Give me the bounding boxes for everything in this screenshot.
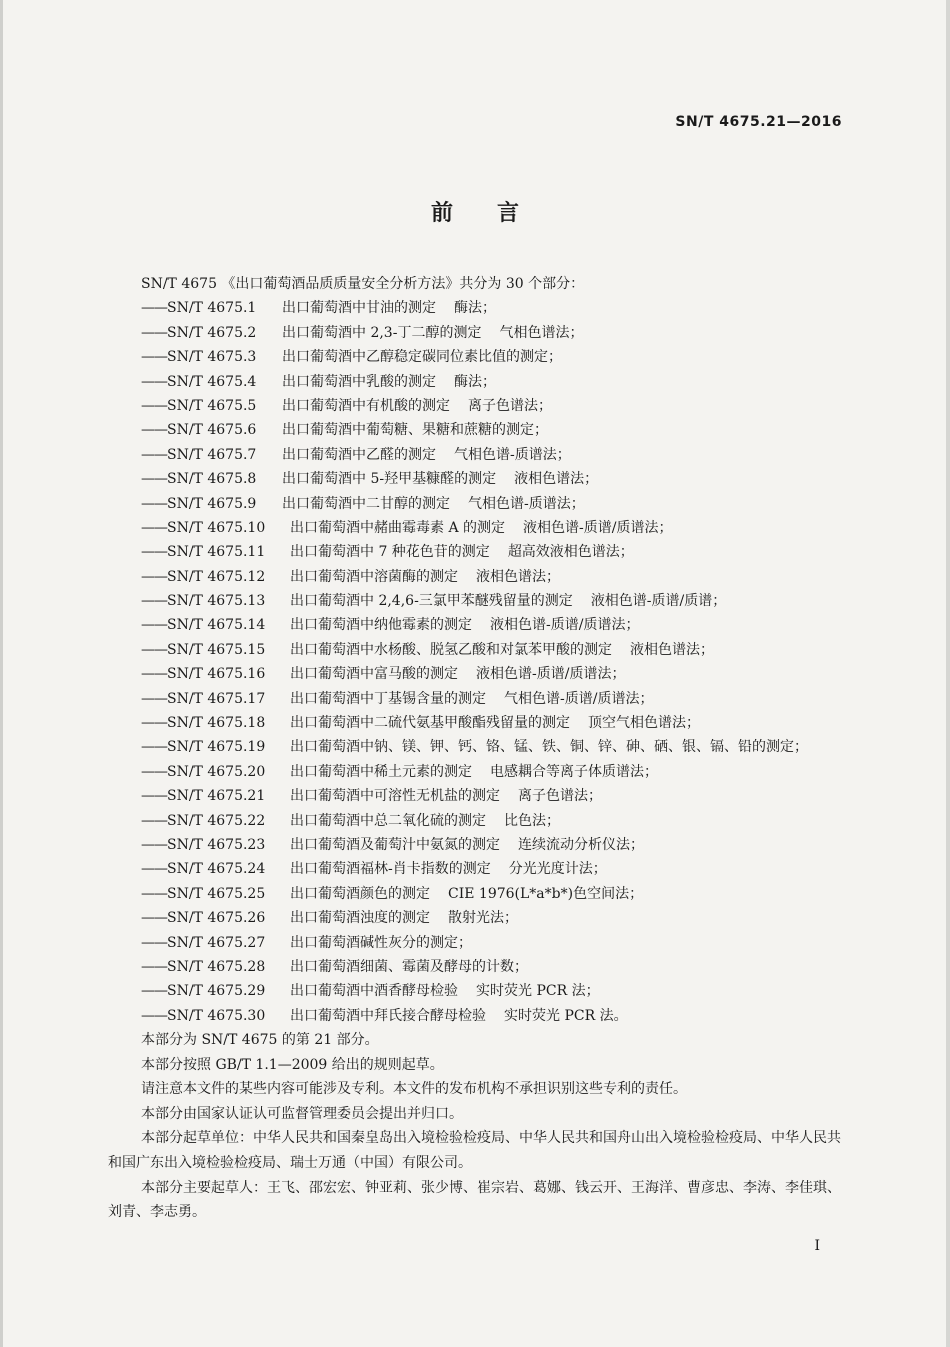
list-item <box>108 321 848 345</box>
part-method: 液相色谱-质谱/质谱法； <box>523 519 673 536</box>
part-name: 出口葡萄酒颜色的测定 <box>290 885 430 902</box>
part-name: 出口葡萄酒及葡萄汁中氨氮的测定 <box>290 836 500 853</box>
part-name: 出口葡萄酒中稀土元素的测定 <box>290 763 472 780</box>
part-method: 气相色谱法； <box>499 324 584 341</box>
part-code: SN/T 4675.6 <box>167 422 257 439</box>
part-code: SN/T 4675.25 <box>167 885 266 902</box>
list-item <box>108 370 848 394</box>
part-name: 出口葡萄酒中乙醛的测定 <box>282 446 436 463</box>
part-name: 出口葡萄酒中二硫代氨基甲酸酯残留量的测定 <box>290 715 570 732</box>
list-dash: —— <box>141 934 167 951</box>
list-dash: —— <box>141 324 167 341</box>
list-item <box>108 809 848 833</box>
paragraph-drafters: 本部分主要起草人：王飞、邵宏宏、钟亚莉、张少博、崔宗岩、葛娜、钱云开、王海洋、曹彦忠、李涛、李佳琪、刘青、李志勇。 <box>108 1179 841 1221</box>
part-name: 出口葡萄酒中乙醇稳定碳同位素比值的测定； <box>282 349 562 366</box>
part-code: SN/T 4675.27 <box>167 934 266 951</box>
part-method: 实时荧光 PCR 法。 <box>504 1007 628 1024</box>
list-dash: —— <box>141 812 167 829</box>
list-dash: —— <box>141 763 167 780</box>
list-item <box>108 589 848 613</box>
part-method: 液相色谱法； <box>630 641 714 658</box>
intro-line: SN/T 4675 《出口葡萄酒品质质量安全分析方法》共分为 30 个部分： <box>141 276 585 292</box>
part-method: 气相色谱-质谱法； <box>468 495 585 512</box>
part-name: 出口葡萄酒中葡萄糖、果糖和蔗糖的测定； <box>282 422 548 439</box>
part-name: 出口葡萄酒中有机酸的测定 <box>282 397 450 414</box>
list-dash: —— <box>141 861 167 878</box>
list-dash: —— <box>141 349 167 366</box>
paragraph-drafting-rules: 本部分按照 GB/T 1.1—2009 给出的规则起草。 <box>141 1056 444 1073</box>
list-item <box>108 418 848 442</box>
part-name: 出口葡萄酒中二甘醇的测定 <box>282 495 450 512</box>
part-name: 出口葡萄酒中富马酸的测定 <box>290 666 458 683</box>
page-number: I <box>814 1238 820 1254</box>
part-code: SN/T 4675.13 <box>167 593 266 610</box>
part-code: SN/T 4675.2 <box>167 324 257 341</box>
list-item <box>108 955 848 979</box>
part-name: 出口葡萄酒中 7 种花色苷的测定 <box>290 544 490 561</box>
part-name: 出口葡萄酒中水杨酸、脱氢乙酸和对氯苯甲酸的测定 <box>290 641 612 658</box>
part-code: SN/T 4675.16 <box>167 666 266 683</box>
list-item <box>108 467 848 491</box>
part-code: SN/T 4675.19 <box>167 739 266 756</box>
list-dash: —— <box>141 885 167 902</box>
part-code: SN/T 4675.7 <box>167 446 257 463</box>
part-method: 散射光法； <box>448 910 518 927</box>
part-method: CIE 1976(L*a*b*)色空间法； <box>448 885 644 902</box>
list-dash: —— <box>141 983 167 1000</box>
list-dash: —— <box>141 446 167 463</box>
part-method: 酶法； <box>454 300 496 317</box>
list-item <box>108 492 848 516</box>
part-name: 出口葡萄酒碱性灰分的测定； <box>290 934 472 951</box>
part-code: SN/T 4675.18 <box>167 715 266 732</box>
part-code: SN/T 4675.8 <box>167 471 257 488</box>
part-code: SN/T 4675.12 <box>167 568 266 585</box>
list-item <box>108 613 848 637</box>
list-dash: —— <box>141 617 167 634</box>
list-item <box>108 516 848 540</box>
part-code: SN/T 4675.29 <box>167 983 266 1000</box>
list-dash: —— <box>141 666 167 683</box>
list-dash: —— <box>141 715 167 732</box>
part-name: 出口葡萄酒中 2,4,6-三氯甲苯醚残留量的测定 <box>290 593 573 610</box>
part-code: SN/T 4675.9 <box>167 495 257 512</box>
part-name: 出口葡萄酒中酒香酵母检验 <box>290 983 458 1000</box>
part-name: 出口葡萄酒中纳他霉素的测定 <box>290 617 472 634</box>
part-code: SN/T 4675.28 <box>167 958 266 975</box>
list-dash: —— <box>141 641 167 658</box>
list-dash: —— <box>141 495 167 512</box>
part-code: SN/T 4675.21 <box>167 788 266 805</box>
list-item <box>108 784 848 808</box>
list-item <box>108 735 848 759</box>
part-code: SN/T 4675.3 <box>167 349 257 366</box>
list-dash: —— <box>141 836 167 853</box>
part-method: 实时荧光 PCR 法； <box>476 983 600 1000</box>
list-item <box>108 711 848 735</box>
list-dash: —— <box>141 788 167 805</box>
part-method: 液相色谱-质谱/质谱法； <box>490 617 640 634</box>
part-code: SN/T 4675.11 <box>167 544 266 561</box>
list-dash: —— <box>141 1007 167 1024</box>
part-code: SN/T 4675.1 <box>167 300 257 317</box>
part-method: 连续流动分析仪法； <box>518 836 644 853</box>
part-name: 出口葡萄酒中拜氏接合酵母检验 <box>290 1007 486 1024</box>
part-method: 超高效液相色谱法； <box>507 544 634 561</box>
list-item <box>108 443 848 467</box>
part-code: SN/T 4675.14 <box>167 617 266 634</box>
foreword-body <box>108 272 848 1225</box>
part-name: 出口葡萄酒中总二氧化硫的测定 <box>290 812 486 829</box>
list-dash: —— <box>141 422 167 439</box>
part-method: 离子色谱法； <box>468 397 552 414</box>
list-item <box>108 833 848 857</box>
standard-number: SN/T 4675.21—2016 <box>675 114 842 130</box>
paragraph-patent-notice: 请注意本文件的某些内容可能涉及专利。本文件的发布机构不承担识别这些专利的责任。 <box>141 1081 687 1098</box>
part-code: SN/T 4675.20 <box>167 763 266 780</box>
list-dash: —— <box>141 739 167 756</box>
part-code: SN/T 4675.24 <box>167 861 266 878</box>
list-dash: —— <box>141 593 167 610</box>
list-dash: —— <box>141 519 167 536</box>
part-method: 液相色谱法； <box>476 568 560 585</box>
part-name: 出口葡萄酒中 5-羟甲基糠醛的测定 <box>282 471 497 488</box>
parts-list <box>108 296 848 1028</box>
part-method: 液相色谱-质谱/质谱法； <box>476 666 626 683</box>
part-method: 气相色谱-质谱/质谱法； <box>504 690 654 707</box>
part-code: SN/T 4675.26 <box>167 910 266 927</box>
list-dash: —— <box>141 544 167 561</box>
part-method: 分光光度计法； <box>508 861 607 878</box>
part-name: 出口葡萄酒中丁基锡含量的测定 <box>290 690 486 707</box>
part-code: SN/T 4675.22 <box>167 812 266 829</box>
part-code: SN/T 4675.23 <box>167 836 266 853</box>
list-dash: —— <box>141 910 167 927</box>
part-code: SN/T 4675.17 <box>167 690 266 707</box>
list-item <box>108 931 848 955</box>
part-code: SN/T 4675.5 <box>167 397 257 414</box>
part-name: 出口葡萄酒中乳酸的测定 <box>282 373 436 390</box>
list-item <box>108 760 848 784</box>
list-item <box>108 638 848 662</box>
part-method: 离子色谱法； <box>518 788 602 805</box>
list-dash: —— <box>141 300 167 317</box>
paragraph-proposer: 本部分由国家认证认可监督管理委员会提出并归口。 <box>141 1105 463 1122</box>
list-item <box>108 906 848 930</box>
part-method: 液相色谱-质谱/质谱； <box>590 593 727 610</box>
list-item <box>108 345 848 369</box>
list-item <box>108 394 848 418</box>
list-item <box>108 979 848 1003</box>
part-name: 出口葡萄酒细菌、霉菌及酵母的计数； <box>290 958 528 975</box>
part-method: 液相色谱法； <box>514 471 599 488</box>
list-item <box>108 662 848 686</box>
part-name: 出口葡萄酒中溶菌酶的测定 <box>290 568 458 585</box>
list-dash: —— <box>141 471 167 488</box>
list-dash: —— <box>141 690 167 707</box>
list-dash: —— <box>141 373 167 390</box>
list-item <box>108 687 848 711</box>
part-name: 出口葡萄酒中钠、镁、钾、钙、铬、锰、铁、铜、锌、砷、硒、银、镉、铅的测定； <box>290 739 808 756</box>
list-dash: —— <box>141 958 167 975</box>
part-code: SN/T 4675.10 <box>167 519 266 536</box>
part-method: 电感耦合等离子体质谱法； <box>490 763 658 780</box>
part-method: 顶空气相色谱法； <box>588 715 700 732</box>
list-item <box>108 1004 848 1028</box>
part-name: 出口葡萄酒浊度的测定 <box>290 910 430 927</box>
part-code: SN/T 4675.15 <box>167 641 266 658</box>
list-dash: —— <box>141 568 167 585</box>
list-dash: —— <box>141 397 167 414</box>
part-name: 出口葡萄酒中赭曲霉毒素 A 的测定 <box>290 519 506 536</box>
part-name: 出口葡萄酒中甘油的测定 <box>282 300 436 317</box>
part-name: 出口葡萄酒福林-肖卡指数的测定 <box>290 861 491 878</box>
list-item <box>108 882 848 906</box>
paragraph-part-number: 本部分为 SN/T 4675 的第 21 部分。 <box>141 1032 379 1049</box>
list-item <box>108 296 848 320</box>
list-item <box>108 565 848 589</box>
part-method: 气相色谱-质谱法； <box>454 446 571 463</box>
part-code: SN/T 4675.4 <box>167 373 257 390</box>
part-code: SN/T 4675.30 <box>167 1007 266 1024</box>
paragraph-drafting-units: 本部分起草单位：中华人民共和国秦皇岛出入境检验检疫局、中华人民共和国舟山出入境检验检疫局、中华人民共和国广东出入境检验检疫局、瑞士万通（中国）有限公司。 <box>108 1130 841 1172</box>
list-item <box>108 540 848 564</box>
part-method: 比色法； <box>504 812 560 829</box>
list-item <box>108 857 848 881</box>
page-title: 前言 <box>430 201 563 226</box>
part-name: 出口葡萄酒中 2,3-丁二醇的测定 <box>282 324 482 341</box>
part-name: 出口葡萄酒中可溶性无机盐的测定 <box>290 788 500 805</box>
part-method: 酶法； <box>454 373 496 390</box>
